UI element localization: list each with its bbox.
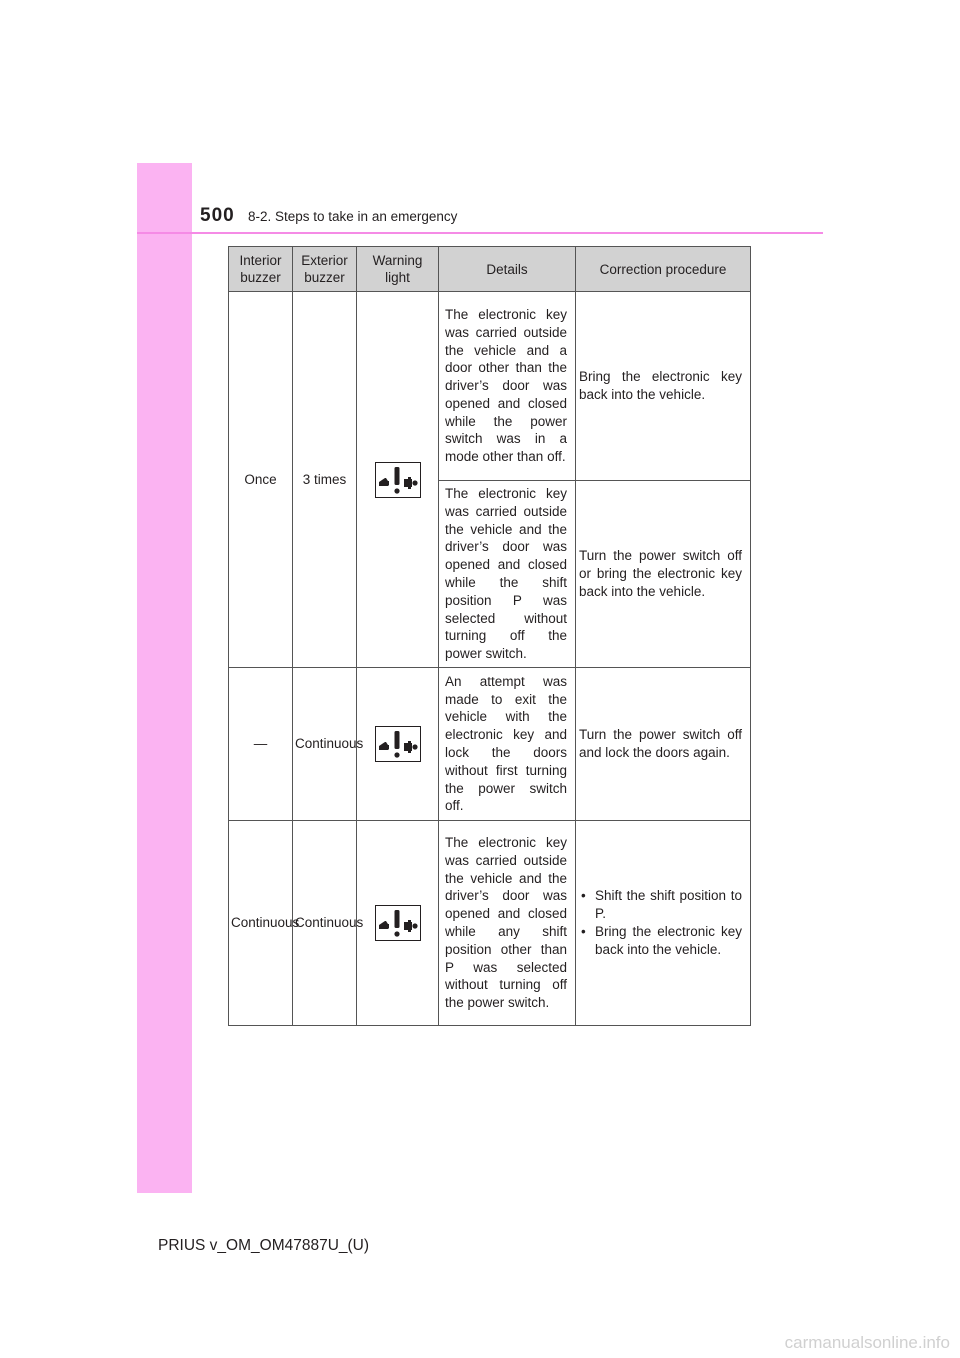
correction-cell: Turn the power switch off and lock the doors again. — [576, 668, 751, 821]
key-warning-icon — [375, 905, 421, 941]
correction-cell: Turn the power switch off or bring the electronic key back into the vehicle. — [576, 481, 751, 668]
table-row — [229, 821, 751, 1026]
key-warning-icon — [375, 726, 421, 762]
exterior-buzzer-cell: 3 times — [293, 292, 357, 668]
watermark: carmanualsonline.info — [784, 1333, 950, 1352]
manual-code: PRIUS v_OM_OM47887U_(U) — [158, 1237, 370, 1254]
details-cell: The electronic key was carried outside the vehicle and the driver’s door was opened and closed while any shift position other than P was selected without turning off the power switch. — [439, 821, 576, 1026]
correction-list-item: • Shift the shift position to P. — [579, 887, 742, 923]
interior-buzzer-cell: Continuous — [229, 821, 293, 1026]
warning-light-cell — [357, 292, 439, 668]
chapter-sidebar-tab — [137, 163, 192, 1193]
column-header-warning-light: Warning light — [357, 247, 439, 292]
correction-cell — [576, 821, 751, 1026]
column-header-details: Details — [439, 247, 576, 292]
table-row — [229, 668, 751, 821]
details-cell: The electronic key was carried outside the vehicle and a door other than the driver’s door was opened and closed while the power switch was in a mode other than off. — [439, 292, 576, 481]
table-row — [229, 292, 751, 481]
key-warning-icon — [375, 462, 421, 498]
warning-light-cell — [357, 668, 439, 821]
page-number: 500 — [200, 205, 235, 226]
exterior-buzzer-cell: Continuous — [293, 821, 357, 1026]
column-header-interior-buzzer: Interior buzzer — [229, 247, 293, 292]
details-cell: An attempt was made to exit the vehicle with the electronic key and lock the doors without first turning the power switch off. — [439, 668, 576, 821]
correction-list — [579, 887, 742, 958]
warning-buzzer-table — [228, 246, 751, 1026]
warning-light-cell — [357, 821, 439, 1026]
details-cell: The electronic key was carried outside the vehicle and the driver’s door was opened and closed while the shift position P was selected without turning off the power switch. — [439, 481, 576, 668]
column-header-exterior-buzzer: Exterior buzzer — [293, 247, 357, 292]
column-header-correction-procedure: Correction procedure — [576, 247, 751, 292]
exterior-buzzer-cell: Continuous — [293, 668, 357, 821]
interior-buzzer-cell: — — [229, 668, 293, 821]
interior-buzzer-cell: Once — [229, 292, 293, 668]
correction-list-item: • Bring the electronic key back into the vehicle. — [579, 923, 742, 959]
table-header-row — [229, 247, 751, 292]
section-title: 8-2. Steps to take in an emergency — [248, 209, 458, 224]
header-rule — [137, 232, 823, 234]
correction-cell: Bring the electronic key back into the vehicle. — [576, 292, 751, 481]
